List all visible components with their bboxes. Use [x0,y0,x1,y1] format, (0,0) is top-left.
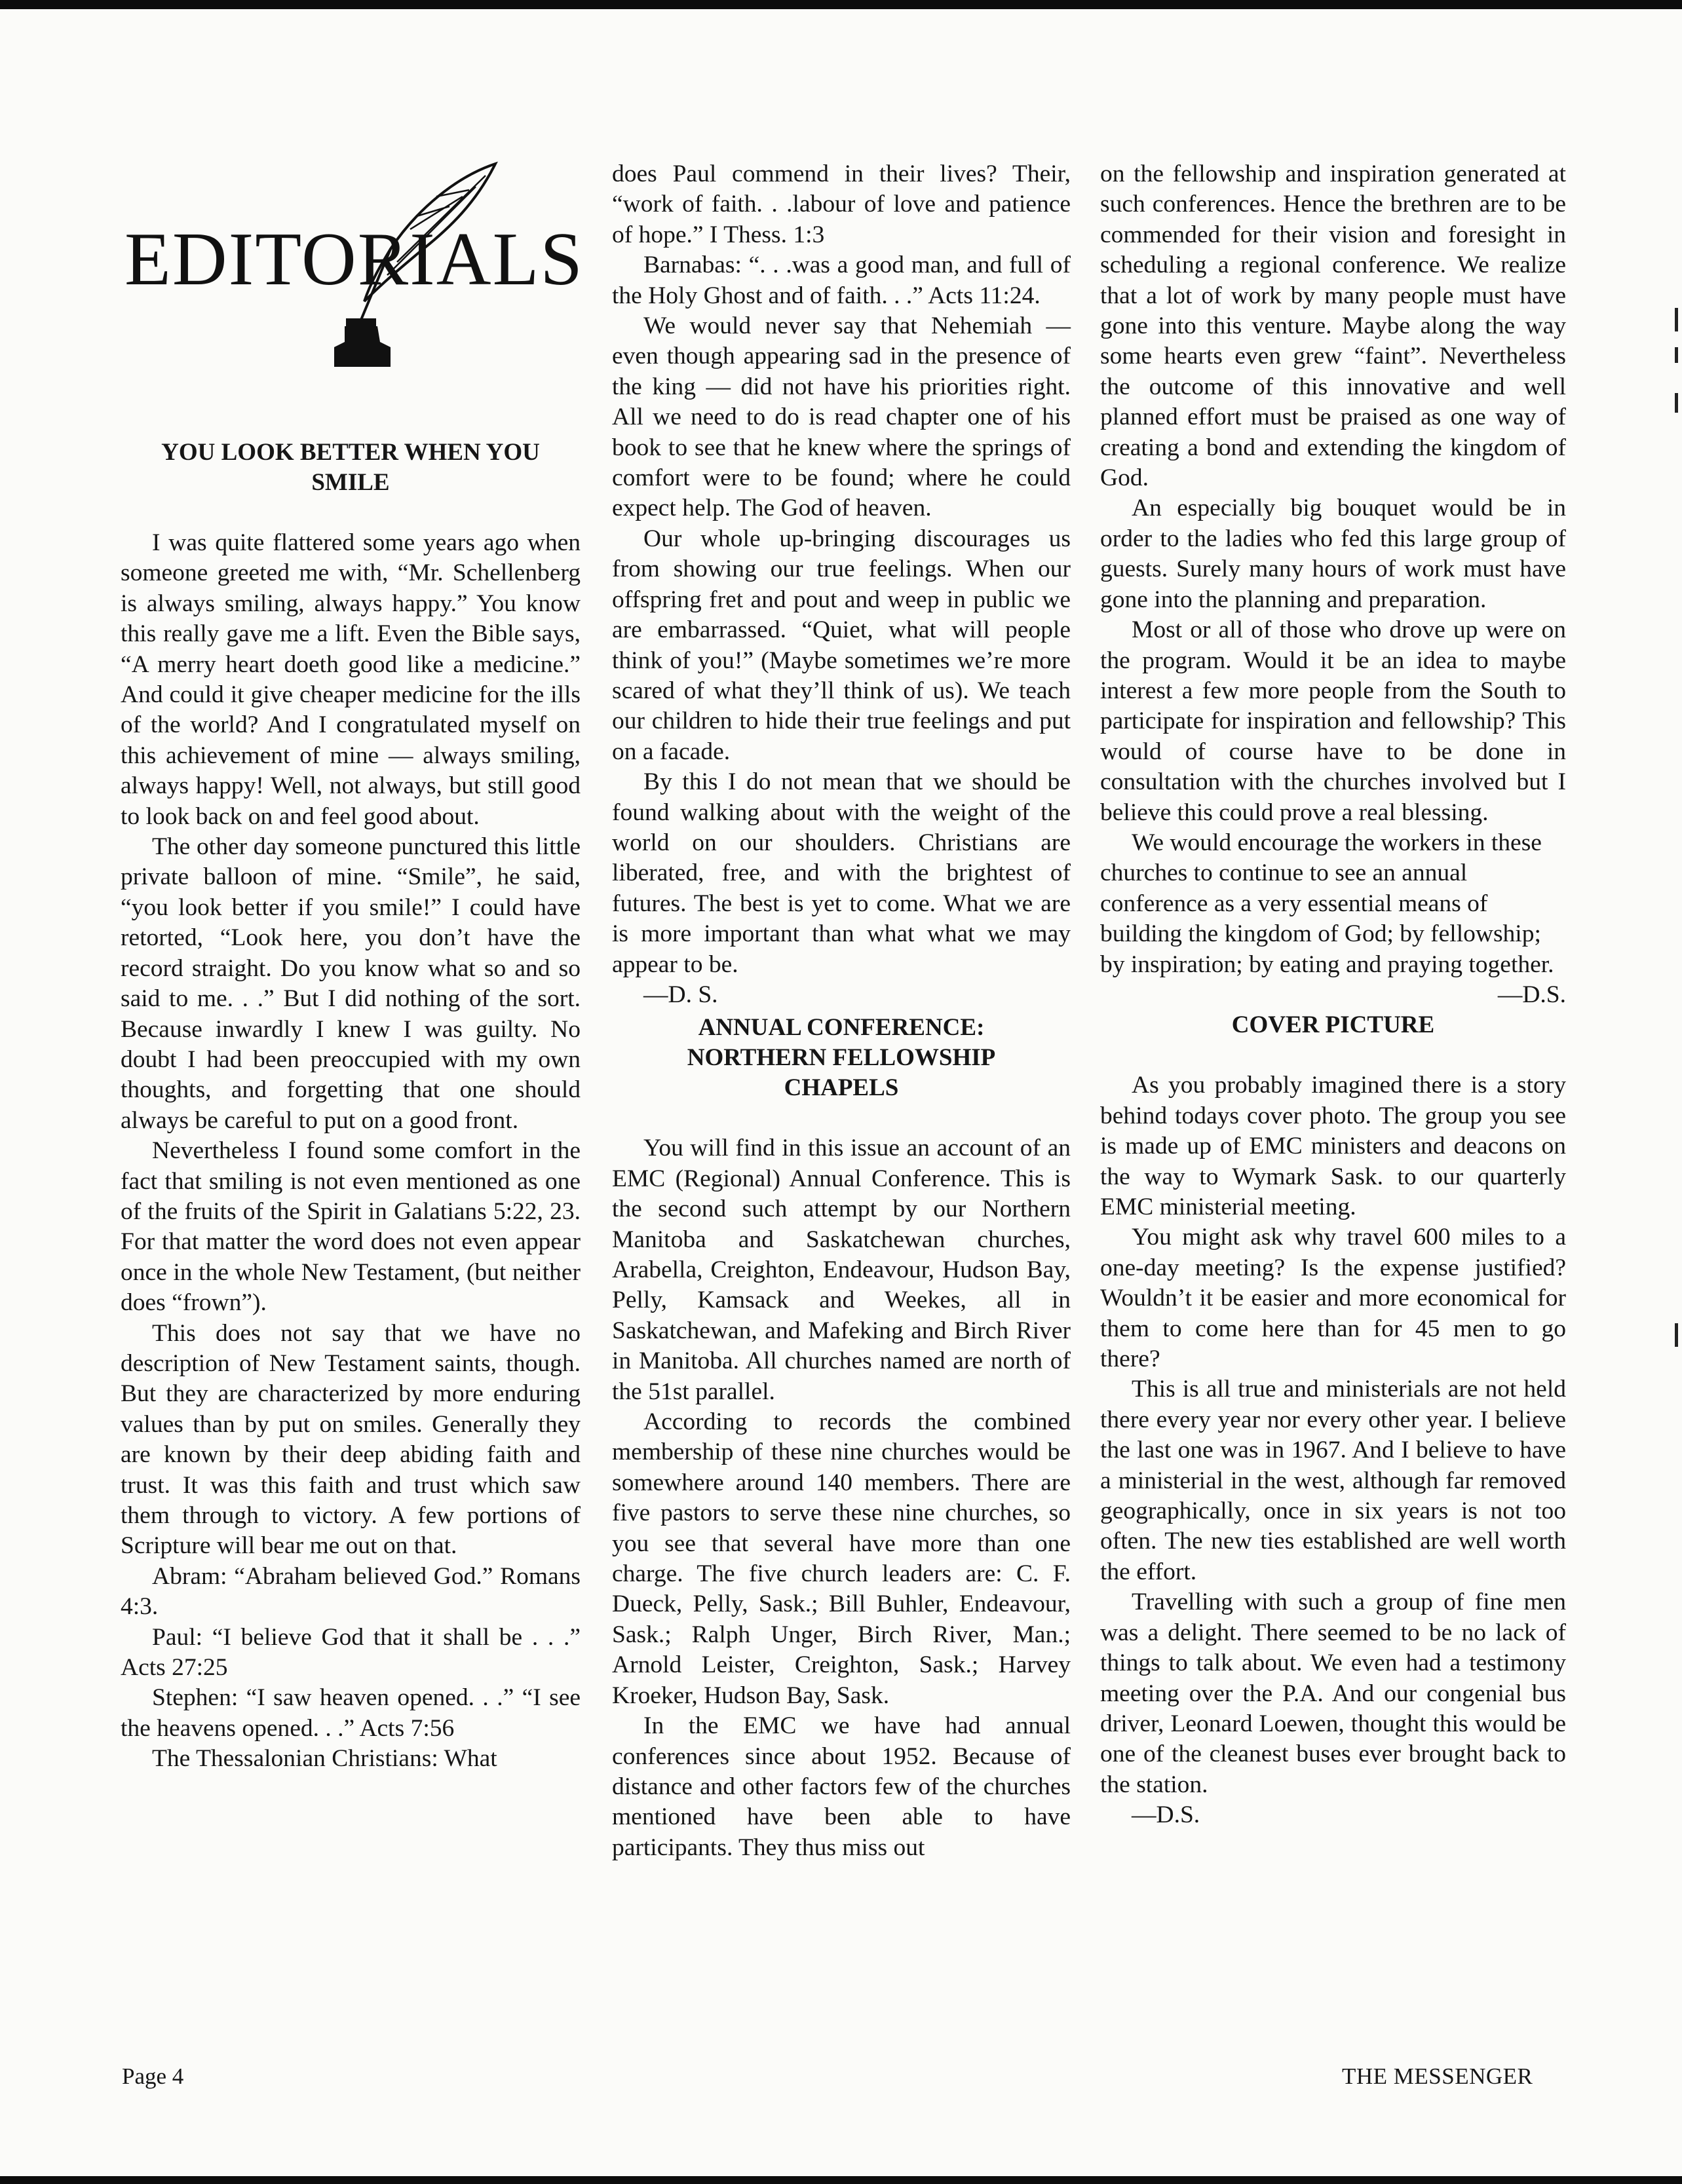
paragraph: In the EMC we have had annual conferences since about 1952. Because of distance and other factors few of the churches mentioned have been able to have participants. They thus miss out [612,1712,1071,1861]
bottom-border [0,2176,1682,2184]
paragraph: Most or all of those who drove up were on the program. Would it be an idea to maybe interest a few more people from the South to participate for inspiration and fellowship? This would of course have to be done in consultation with the churches involved but I believe this could prove a real blessing. [1100,616,1566,826]
edge-mark [1675,308,1678,331]
column-1 [121,438,581,1775]
paragraph: We would never say that Nehemiah — even though appearing sad in the presence of the king — did not have his priorities right. All we need to do is read chapter one of his book to see that he knew where the springs of comfort were to be found; where he could expect help. The God of heaven. [612,312,1071,522]
paragraph: You might ask why travel 600 miles to a one-day meeting? Is the expense justified? Wouldn’t it be easier and more economical for them to come here than for 45 men to go there? [1100,1224,1566,1373]
paragraph: By this I do not mean that we should be found walking about with the weight of the world on our shoulders. Christians are liberated, free, and with the brightest of futures. The best is yet to come. What we are is more important than what what we may appear to be. [612,768,1071,978]
editorials-masthead [122,151,584,377]
paragraph: does Paul commend in their lives? Their, “work of faith. . .labour of love and patience of hope.” I Thess. 1:3 [612,160,1071,248]
edge-mark [1675,1323,1678,1347]
paragraph: Paul: “I believe God that it shall be . . .” Acts 27:25 [121,1623,581,1682]
headline-cover-picture: COVER PICTURE [1231,1011,1435,1039]
paragraph [1100,828,1566,1008]
paragraph: The other day someone punctured this little private balloon of mine. “Smile”, he said, “you look better if you smile!” I could have retorted, “Look here, you don’t have the record straight. Do you know what so and so said to me. . .” But I did nothing of the sort. Because inwardly I knew I was guilty. No doubt I had been preoccupied with my own thoughts, and forgetting that one should always be careful to put on a good front. [121,833,581,1134]
paragraph: Nevertheless I found some comfort in the fact that smiling is not even mentioned as one of the fruits of the Spirit in Galatians 5:22, 23. For that matter the word does not even appear once in the whole New Testament, (but neither does “frown”). [121,1137,581,1317]
paragraph: Barnabas: “. . .was a good man, and full of the Holy Ghost and of faith. . .” Acts 11:24. [612,252,1071,309]
paragraph-text: We would encourage the workers in these churches to continue to see an annual conference as a very essential means of building the kingdom of God; by fellowship; by inspiration; by eating and praying together. [1100,829,1554,978]
paragraph: I was quite flattered some years ago when someone greeted me with, “Mr. Schellenberg is always smiling, always happy.” You know this really gave me a lift. Even the Bible says, “A merry heart doeth good like a medicine.” And could it give cheaper medicine for the ills of the world? And I congratulated myself on this achievement of mine — always smiling, always happy! Well, not always, but still good to look back on and feel good about. [121,529,581,830]
paragraph: According to records the combined membership of these nine churches would be somewhere around 140 members. There are five pastors to serve these nine churches, so you see that several have more than one charge. The five church leaders are: C. F. Dueck, Pelly, Sask.; Bill Buhler, Endeavour, Sask.; Ralph Unger, Birch River, Man.; Arnold Leister, Creighton, Sask.; Harvey Kroeker, Hudson Bay, Sask. [612,1408,1071,1709]
paragraph: on the fellowship and inspiration generated at such conferences. Hence the brethren are to be commended for their vision and foresight in scheduling a regional conference. We realize that a lot of work by many people must have gone into this venture. Maybe along the way some hearts even grew “faint”. Nevertheless the outcome of this innovative and well planned effort must be praised as one way of creating a bond and extending the kingdom of God. [1100,160,1566,492]
page-number: Page 4 [122,2063,184,2089]
edge-mark [1675,393,1678,413]
paragraph: An especially big bouquet would be in order to the ladies who fed this large group of guests. Surely many hours of work must have gone into the planning and preparation. [1100,495,1566,613]
signature: —D.S. [1132,1801,1200,1829]
column-2 [612,159,1071,1863]
signature: —D. S. [643,981,718,1008]
paragraph: Stephen: “I saw heaven opened. . .” “I see the heavens opened. . .” Acts 7:56 [121,1684,581,1742]
column-3 [1100,159,1566,1831]
paragraph: You will find in this issue an account of an EMC (Regional) Annual Conference. This is the second such attempt by our Northern Manitoba and Saskatchewan churches, Arabella, Creighton, Endeavour, Hudson Bay, Pelly, Kamsack and Weekes, all in Saskatchewan, and Mafeking and Birch River in Manitoba. All churches named are north of the 51st parallel. [612,1135,1071,1405]
headline-annual-conference: ANNUAL CONFERENCE: NORTHERN FELLOWSHIP CHAPELS [687,1014,996,1102]
paragraph: This is all true and ministerials are not held there every year nor every other year. I believe the last one was in 1967. And I believe to have a ministerial in the west, although far removed geographically, once in six years is not too often. The new ties established are well worth the effort. [1100,1376,1566,1585]
top-border [0,0,1682,9]
paragraph: This does not say that we have no description of New Testament saints, though. But they are characterized by more enduring values than by put on smiles. Generally they are known by their deep abiding faith and trust. It was this faith and trust which saw them through to victory. A few portions of Scripture will bear me out on that. [121,1319,581,1560]
edge-mark [1675,347,1678,363]
publication-name: THE MESSENGER [1342,2063,1533,2089]
paragraph: As you probably imagined there is a story behind todays cover photo. The group you see is made up of EMC ministers and deacons on the way to Wymark Sask. to our quarterly EMC ministerial meeting. [1100,1072,1566,1220]
paragraph: Abram: “Abraham believed God.” Romans 4:3. [121,1562,581,1621]
masthead-title: EDITORIALS [124,217,584,301]
paragraph: Our whole up-bringing discourages us from showing our true feelings. When our offspring fret and pout and weep in public we are embarrassed. “Quiet, what will people think of you!” (Maybe sometimes we’re more scared of what they’ll think of us). We teach our children to hide their true feelings and put on a facade. [612,525,1071,765]
headline-smile: YOU LOOK BETTER WHEN YOU SMILE [161,439,540,496]
paragraph: Travelling with such a group of fine men was a delight. There seemed to be no lack of things to talk about. We even had a testimony meeting over the P.A. And our congenial bus driver, Leonard Loewen, thought this would be one of the cleanest buses ever brought back to the station. [1100,1589,1566,1798]
signature: —D.S. [1497,981,1566,1008]
paragraph: The Thessalonian Christians: What [152,1745,497,1773]
